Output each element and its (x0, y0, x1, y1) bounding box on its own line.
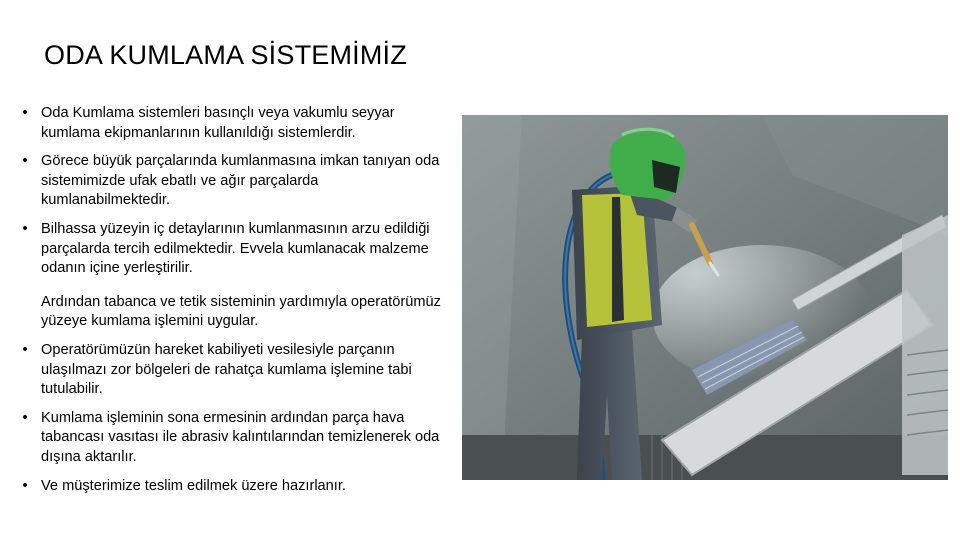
bullet-item (20, 152, 450, 211)
bullet-marker: • (22, 409, 28, 426)
bullet-continuation (20, 293, 450, 332)
bullet-item (20, 341, 450, 400)
slide-title: ODA KUMLAMA SİSTEMİMİZ (44, 40, 407, 70)
bullet-item (20, 104, 450, 143)
bullet-marker: • (22, 105, 28, 121)
bullet-text: Ardından tabanca ve tetik sisteminin yardımıyla operatörümüz yüzeye kumlama işlemini uygular. (41, 293, 441, 330)
sandblasting-illustration (462, 115, 948, 480)
bullet-marker: • (22, 153, 28, 170)
bullet-marker: • (22, 341, 28, 358)
bullet-item (20, 477, 450, 497)
bullet-text: Operatörümüzün hareket kabiliyeti vesilesiyle parçanın ulaşılmazı zor bölgeleri de rahatça kumlama işlemine tabi tutulabilir. (41, 341, 412, 398)
bullet-list (20, 104, 450, 505)
sandblasting-photo (462, 115, 948, 480)
bullet-marker: • (22, 220, 28, 237)
bullet-text: Kumlama işleminin sona ermesinin ardından parça hava tabancası vasıtası ile abrasiv kalıntılarından temizlenerek oda dışına aktarılır. (41, 409, 440, 465)
bullet-text: Oda Kumlama sistemleri basınçlı veya vakumlu seyyar kumlama ekipmanlarının kullanıldığı sistemlerdir. (41, 105, 395, 141)
bullet-marker: • (22, 477, 28, 494)
bullet-text: Görece büyük parçalarında kumlanmasına imkan tanıyan oda sistemimizde ufak ebatlı ve ağır parçalarda kumlanabilmektedir. (41, 153, 440, 209)
bullet-text: Ve müşterimize teslim edilmek üzere hazırlanır. (41, 477, 346, 494)
bullet-text: Bilhassa yüzeyin iç detaylarının kumlanmasının arzu edildiği parçalarda tercih edilmektedir. Evvela kumlanacak malzeme odanın içine yerleştirilir. (41, 220, 430, 277)
bullet-item (20, 220, 450, 279)
bullet-item (20, 409, 450, 468)
